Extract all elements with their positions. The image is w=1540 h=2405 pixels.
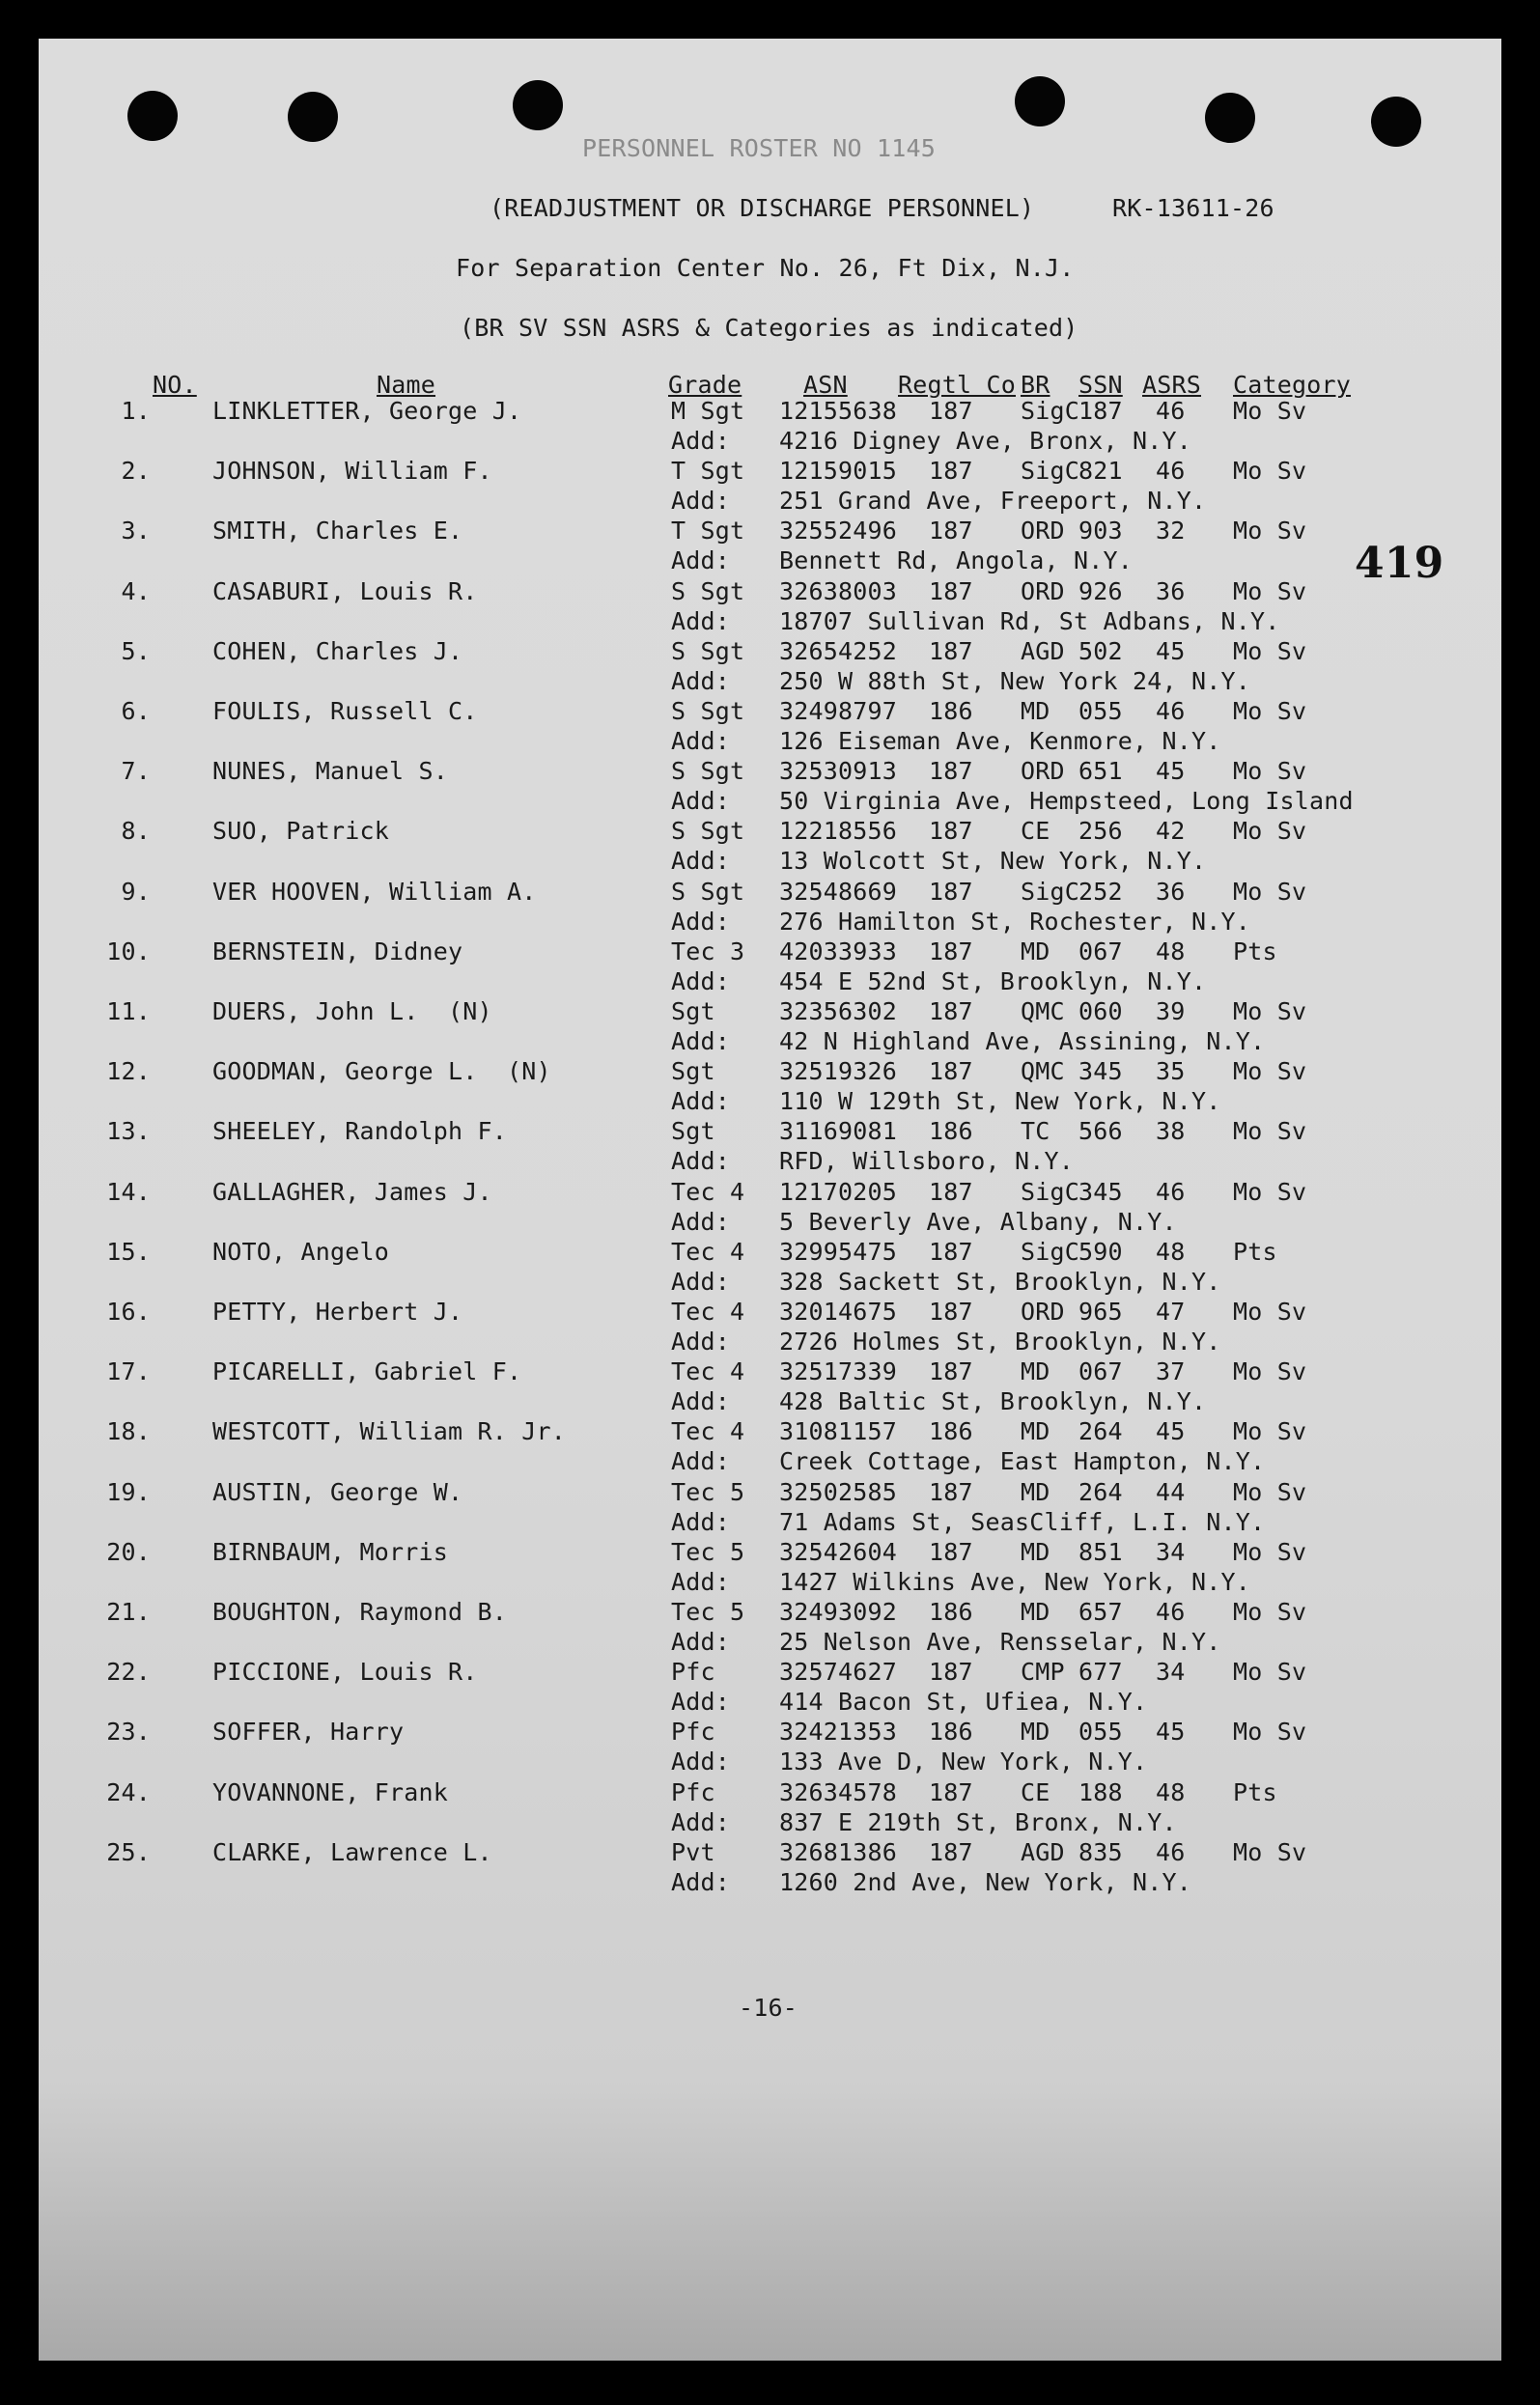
entry-regtl-co: 186	[929, 1417, 973, 1445]
entry-regtl-co: 187	[929, 1238, 973, 1266]
entry-grade: S Sgt	[671, 757, 745, 785]
entry-ssn: 264	[1078, 1417, 1123, 1445]
entry-category: Mo Sv	[1233, 517, 1307, 545]
entry-name: AUSTIN, George W.	[212, 1478, 463, 1506]
entry-grade: Tec 4	[671, 1298, 745, 1326]
entry-number: 21.	[106, 1598, 151, 1626]
entry-asrs: 45	[1156, 1718, 1186, 1746]
entry-grade: Pvt	[671, 1838, 715, 1866]
entry-name: PETTY, Herbert J.	[212, 1298, 463, 1326]
entry-number: 19.	[106, 1478, 151, 1506]
entry-asn: 12159015	[779, 457, 898, 485]
entry-number: 4.	[121, 577, 151, 605]
entry-grade: S Sgt	[671, 577, 745, 605]
entry-asn: 32530913	[779, 757, 898, 785]
entry-name: LINKLETTER, George J.	[212, 397, 522, 425]
entry-address: 276 Hamilton St, Rochester, N.Y.	[779, 908, 1251, 936]
entry-asrs: 34	[1156, 1538, 1186, 1566]
entry-grade: Pfc	[671, 1778, 715, 1806]
entry-address: 328 Sackett St, Brooklyn, N.Y.	[779, 1268, 1221, 1296]
entry-ssn: 926	[1078, 577, 1123, 605]
entry-asn: 31169081	[779, 1117, 898, 1145]
entry-add-label: Add:	[671, 1688, 731, 1716]
entry-number: 1.	[121, 397, 151, 425]
entry-asn: 32493092	[779, 1598, 898, 1626]
entry-ssn: 256	[1078, 817, 1123, 845]
entry-branch: SigC	[1021, 1178, 1080, 1206]
punch-hole	[1371, 97, 1421, 147]
punch-hole	[127, 91, 178, 141]
roster-sheet	[39, 39, 1501, 2361]
entry-category: Mo Sv	[1233, 1598, 1307, 1626]
entry-ssn: 590	[1078, 1238, 1123, 1266]
entry-regtl-co: 187	[929, 1178, 973, 1206]
entry-asn: 42033933	[779, 937, 898, 965]
entry-branch: MD	[1021, 1478, 1050, 1506]
entry-regtl-co: 187	[929, 1357, 973, 1385]
entry-ssn: 903	[1078, 517, 1123, 545]
roster-code: RK-13611-26	[1112, 194, 1274, 222]
entry-asrs: 39	[1156, 997, 1186, 1025]
header-grade: Grade	[668, 371, 742, 399]
entry-add-label: Add:	[671, 908, 731, 936]
entry-asrs: 36	[1156, 878, 1186, 906]
header-no: NO.	[153, 371, 197, 399]
entry-name: VER HOOVEN, William A.	[212, 878, 537, 906]
entry-asn: 32498797	[779, 697, 898, 725]
entry-branch: QMC	[1021, 1057, 1065, 1085]
header-asn: ASN	[803, 371, 848, 399]
entry-asn: 32638003	[779, 577, 898, 605]
entry-branch: TC	[1021, 1117, 1050, 1145]
entry-number: 9.	[121, 878, 151, 906]
entry-asrs: 42	[1156, 817, 1186, 845]
entry-asn: 32519326	[779, 1057, 898, 1085]
entry-asn: 32502585	[779, 1478, 898, 1506]
entry-category: Mo Sv	[1233, 637, 1307, 665]
entry-ssn: 067	[1078, 937, 1123, 965]
separation-center-line: For Separation Center No. 26, Ft Dix, N.J.	[456, 254, 1075, 282]
entry-name: YOVANNONE, Frank	[212, 1778, 449, 1806]
entry-asn: 32552496	[779, 517, 898, 545]
entry-category: Mo Sv	[1233, 1178, 1307, 1206]
entry-address: 110 W 129th St, New York, N.Y.	[779, 1087, 1221, 1115]
entry-add-label: Add:	[671, 967, 731, 995]
entry-asrs: 38	[1156, 1117, 1186, 1145]
entry-address: 837 E 219th St, Bronx, N.Y.	[779, 1808, 1177, 1836]
entry-asn: 32517339	[779, 1357, 898, 1385]
entry-regtl-co: 187	[929, 1838, 973, 1866]
entry-branch: CE	[1021, 1778, 1050, 1806]
entry-asrs: 48	[1156, 1778, 1186, 1806]
entry-name: DUERS, John L. (N)	[212, 997, 492, 1025]
entry-asrs: 44	[1156, 1478, 1186, 1506]
entry-add-label: Add:	[671, 1087, 731, 1115]
entry-regtl-co: 187	[929, 757, 973, 785]
entry-regtl-co: 187	[929, 878, 973, 906]
entry-branch: CMP	[1021, 1658, 1065, 1686]
entry-name: CASABURI, Louis R.	[212, 577, 478, 605]
entry-address: 133 Ave D, New York, N.Y.	[779, 1748, 1148, 1776]
entry-ssn: 055	[1078, 1718, 1123, 1746]
entry-grade: Pfc	[671, 1718, 715, 1746]
entry-asrs: 48	[1156, 1238, 1186, 1266]
entry-asn: 32654252	[779, 637, 898, 665]
entry-category: Mo Sv	[1233, 1838, 1307, 1866]
entry-branch: ORD	[1021, 757, 1065, 785]
entry-asrs: 46	[1156, 1838, 1186, 1866]
punch-hole	[513, 80, 563, 130]
entry-grade: S Sgt	[671, 637, 745, 665]
entry-asn: 12155638	[779, 397, 898, 425]
entry-name: COHEN, Charles J.	[212, 637, 463, 665]
entry-ssn: 345	[1078, 1178, 1123, 1206]
entry-number: 2.	[121, 457, 151, 485]
entry-number: 11.	[106, 997, 151, 1025]
entry-name: SOFFER, Harry	[212, 1718, 405, 1746]
entry-ssn: 345	[1078, 1057, 1123, 1085]
entry-add-label: Add:	[671, 1808, 731, 1836]
entry-name: WESTCOTT, William R. Jr.	[212, 1417, 567, 1445]
header-ssn: SSN	[1078, 371, 1123, 399]
stamp-number: 419	[1355, 539, 1444, 588]
entry-category: Pts	[1233, 1778, 1277, 1806]
entry-name: BERNSTEIN, Didney	[212, 937, 463, 965]
entry-branch: MD	[1021, 697, 1050, 725]
entry-regtl-co: 187	[929, 397, 973, 425]
entry-asn: 32574627	[779, 1658, 898, 1686]
entry-regtl-co: 187	[929, 997, 973, 1025]
entry-category: Mo Sv	[1233, 577, 1307, 605]
entry-asn: 32681386	[779, 1838, 898, 1866]
entry-branch: QMC	[1021, 997, 1065, 1025]
entry-category: Mo Sv	[1233, 1658, 1307, 1686]
entry-asn: 32356302	[779, 997, 898, 1025]
entry-grade: Sgt	[671, 1117, 715, 1145]
entry-asrs: 36	[1156, 577, 1186, 605]
entry-add-label: Add:	[671, 847, 731, 875]
entry-regtl-co: 187	[929, 577, 973, 605]
entry-address: 428 Baltic St, Brooklyn, N.Y.	[779, 1387, 1207, 1415]
entry-branch: AGD	[1021, 637, 1065, 665]
entry-asn: 12218556	[779, 817, 898, 845]
entry-category: Mo Sv	[1233, 1417, 1307, 1445]
entry-number: 18.	[106, 1417, 151, 1445]
entry-category: Mo Sv	[1233, 697, 1307, 725]
entry-category: Mo Sv	[1233, 1718, 1307, 1746]
entry-number: 17.	[106, 1357, 151, 1385]
entry-address: 71 Adams St, SeasCliff, L.I. N.Y.	[779, 1508, 1266, 1536]
entry-ssn: 188	[1078, 1778, 1123, 1806]
entry-category: Mo Sv	[1233, 817, 1307, 845]
header-name: Name	[377, 371, 436, 399]
entry-grade: S Sgt	[671, 817, 745, 845]
entry-name: PICCIONE, Louis R.	[212, 1658, 478, 1686]
entry-number: 14.	[106, 1178, 151, 1206]
entry-address: 18707 Sullivan Rd, St Adbans, N.Y.	[779, 607, 1280, 635]
entry-grade: S Sgt	[671, 697, 745, 725]
entry-ssn: 657	[1078, 1598, 1123, 1626]
entry-name: SUO, Patrick	[212, 817, 390, 845]
entry-branch: SigC	[1021, 1238, 1080, 1266]
entry-add-label: Add:	[671, 1628, 731, 1656]
entry-address: 13 Wolcott St, New York, N.Y.	[779, 847, 1207, 875]
entry-name: FOULIS, Russell C.	[212, 697, 478, 725]
entry-asn: 32542604	[779, 1538, 898, 1566]
entry-name: BOUGHTON, Raymond B.	[212, 1598, 508, 1626]
entry-regtl-co: 187	[929, 1057, 973, 1085]
entry-number: 16.	[106, 1298, 151, 1326]
entry-ssn: 821	[1078, 457, 1123, 485]
punch-hole	[1015, 76, 1065, 126]
entry-regtl-co: 187	[929, 1658, 973, 1686]
entry-ssn: 965	[1078, 1298, 1123, 1326]
entry-regtl-co: 186	[929, 697, 973, 725]
entry-ssn: 677	[1078, 1658, 1123, 1686]
entry-number: 7.	[121, 757, 151, 785]
entry-address: RFD, Willsboro, N.Y.	[779, 1147, 1075, 1175]
entry-category: Mo Sv	[1233, 457, 1307, 485]
entry-grade: Tec 5	[671, 1538, 745, 1566]
entry-regtl-co: 186	[929, 1598, 973, 1626]
entry-add-label: Add:	[671, 546, 731, 574]
punch-hole	[288, 92, 338, 142]
entry-grade: Tec 4	[671, 1178, 745, 1206]
entry-ssn: 566	[1078, 1117, 1123, 1145]
entry-number: 5.	[121, 637, 151, 665]
entry-branch: ORD	[1021, 1298, 1065, 1326]
entry-grade: Tec 4	[671, 1238, 745, 1266]
roster-title: PERSONNEL ROSTER NO 1145	[582, 134, 937, 162]
entry-address: 4216 Digney Ave, Bronx, N.Y.	[779, 427, 1192, 455]
entry-asrs: 48	[1156, 937, 1186, 965]
entry-branch: MD	[1021, 1357, 1050, 1385]
entry-asrs: 35	[1156, 1057, 1186, 1085]
entry-ssn: 067	[1078, 1357, 1123, 1385]
entry-branch: MD	[1021, 937, 1050, 965]
punch-hole	[1205, 93, 1255, 143]
entry-branch: AGD	[1021, 1838, 1065, 1866]
entry-address: 50 Virginia Ave, Hempsteed, Long Island	[779, 787, 1354, 815]
entry-grade: Tec 4	[671, 1417, 745, 1445]
entry-add-label: Add:	[671, 1868, 731, 1896]
entry-asrs: 45	[1156, 757, 1186, 785]
entry-branch: MD	[1021, 1417, 1050, 1445]
entry-regtl-co: 187	[929, 1298, 973, 1326]
entry-add-label: Add:	[671, 1748, 731, 1776]
entry-add-label: Add:	[671, 1447, 731, 1475]
entry-add-label: Add:	[671, 1268, 731, 1296]
entry-asrs: 37	[1156, 1357, 1186, 1385]
entry-grade: Sgt	[671, 997, 715, 1025]
entry-address: 251 Grand Ave, Freeport, N.Y.	[779, 487, 1207, 515]
entry-ssn: 055	[1078, 697, 1123, 725]
entry-category: Mo Sv	[1233, 1357, 1307, 1385]
entry-name: GOODMAN, George L. (N)	[212, 1057, 551, 1085]
entry-asrs: 45	[1156, 1417, 1186, 1445]
entry-branch: ORD	[1021, 577, 1065, 605]
entry-category: Mo Sv	[1233, 878, 1307, 906]
entry-grade: M Sgt	[671, 397, 745, 425]
entry-branch: MD	[1021, 1718, 1050, 1746]
entry-branch: MD	[1021, 1598, 1050, 1626]
entry-add-label: Add:	[671, 1208, 731, 1236]
entry-address: 250 W 88th St, New York 24, N.Y.	[779, 667, 1251, 695]
entry-asrs: 32	[1156, 517, 1186, 545]
entry-add-label: Add:	[671, 1387, 731, 1415]
roster-subtitle: (READJUSTMENT OR DISCHARGE PERSONNEL)	[490, 194, 1035, 222]
header-asrs: ASRS	[1142, 371, 1202, 399]
entry-name: SHEELEY, Randolph F.	[212, 1117, 508, 1145]
entry-category: Mo Sv	[1233, 1298, 1307, 1326]
entry-number: 12.	[106, 1057, 151, 1085]
entry-asn: 32634578	[779, 1778, 898, 1806]
entry-number: 13.	[106, 1117, 151, 1145]
entry-category: Pts	[1233, 1238, 1277, 1266]
entry-number: 3.	[121, 517, 151, 545]
entry-ssn: 187	[1078, 397, 1123, 425]
header-br: BR	[1021, 371, 1050, 399]
entry-asn: 31081157	[779, 1417, 898, 1445]
entry-asn: 32548669	[779, 878, 898, 906]
entry-asrs: 46	[1156, 397, 1186, 425]
entry-address: 25 Nelson Ave, Rensselar, N.Y.	[779, 1628, 1221, 1656]
entry-asn: 32421353	[779, 1718, 898, 1746]
entry-number: 8.	[121, 817, 151, 845]
entry-ssn: 252	[1078, 878, 1123, 906]
entry-regtl-co: 187	[929, 937, 973, 965]
entry-add-label: Add:	[671, 787, 731, 815]
entry-ssn: 835	[1078, 1838, 1123, 1866]
entry-grade: S Sgt	[671, 878, 745, 906]
entry-category: Mo Sv	[1233, 1117, 1307, 1145]
entry-number: 22.	[106, 1658, 151, 1686]
entry-ssn: 264	[1078, 1478, 1123, 1506]
entry-add-label: Add:	[671, 1027, 731, 1055]
entry-number: 15.	[106, 1238, 151, 1266]
entry-regtl-co: 186	[929, 1117, 973, 1145]
entry-ssn: 060	[1078, 997, 1123, 1025]
entry-name: NOTO, Angelo	[212, 1238, 390, 1266]
entry-grade: Pfc	[671, 1658, 715, 1686]
entry-category: Mo Sv	[1233, 757, 1307, 785]
entry-grade: T Sgt	[671, 517, 745, 545]
entry-add-label: Add:	[671, 1147, 731, 1175]
entry-asn: 12170205	[779, 1178, 898, 1206]
entry-add-label: Add:	[671, 667, 731, 695]
entry-name: JOHNSON, William F.	[212, 457, 492, 485]
entry-address: 2726 Holmes St, Brooklyn, N.Y.	[779, 1328, 1221, 1356]
entry-regtl-co: 187	[929, 1478, 973, 1506]
entry-asrs: 45	[1156, 637, 1186, 665]
entry-branch: MD	[1021, 1538, 1050, 1566]
entry-category: Mo Sv	[1233, 397, 1307, 425]
entry-grade: Tec 5	[671, 1598, 745, 1626]
entry-branch: SigC	[1021, 457, 1080, 485]
entry-add-label: Add:	[671, 607, 731, 635]
entry-regtl-co: 187	[929, 457, 973, 485]
entry-name: PICARELLI, Gabriel F.	[212, 1357, 522, 1385]
entry-branch: ORD	[1021, 517, 1065, 545]
entry-address: Creek Cottage, East Hampton, N.Y.	[779, 1447, 1266, 1475]
entry-name: CLARKE, Lawrence L.	[212, 1838, 492, 1866]
entry-grade: Tec 3	[671, 937, 745, 965]
page-number: -16-	[739, 1994, 798, 2022]
entry-number: 20.	[106, 1538, 151, 1566]
entry-add-label: Add:	[671, 727, 731, 755]
entry-address: 414 Bacon St, Ufiea, N.Y.	[779, 1688, 1148, 1716]
entry-asn: 32014675	[779, 1298, 898, 1326]
entry-grade: T Sgt	[671, 457, 745, 485]
entry-add-label: Add:	[671, 1508, 731, 1536]
entry-address: 1427 Wilkins Ave, New York, N.Y.	[779, 1568, 1251, 1596]
entry-asrs: 47	[1156, 1298, 1186, 1326]
categories-line: (BR SV SSN ASRS & Categories as indicated)	[460, 314, 1078, 342]
entry-address: Bennett Rd, Angola, N.Y.	[779, 546, 1134, 574]
entry-asrs: 34	[1156, 1658, 1186, 1686]
entry-address: 454 E 52nd St, Brooklyn, N.Y.	[779, 967, 1207, 995]
entry-regtl-co: 187	[929, 517, 973, 545]
header-category: Category	[1233, 371, 1352, 399]
entry-number: 24.	[106, 1778, 151, 1806]
entry-regtl-co: 187	[929, 637, 973, 665]
entry-branch: SigC	[1021, 397, 1080, 425]
entry-name: BIRNBAUM, Morris	[212, 1538, 449, 1566]
entry-add-label: Add:	[671, 487, 731, 515]
entry-address: 42 N Highland Ave, Assining, N.Y.	[779, 1027, 1266, 1055]
entry-ssn: 502	[1078, 637, 1123, 665]
entry-regtl-co: 186	[929, 1718, 973, 1746]
entry-add-label: Add:	[671, 1328, 731, 1356]
entry-asrs: 46	[1156, 1178, 1186, 1206]
entry-asrs: 46	[1156, 697, 1186, 725]
entry-regtl-co: 187	[929, 1778, 973, 1806]
header-regtl-co: Regtl Co	[898, 371, 1017, 399]
entry-branch: SigC	[1021, 878, 1080, 906]
entry-name: SMITH, Charles E.	[212, 517, 463, 545]
entry-category: Mo Sv	[1233, 1478, 1307, 1506]
entry-regtl-co: 187	[929, 1538, 973, 1566]
entry-ssn: 651	[1078, 757, 1123, 785]
entry-add-label: Add:	[671, 427, 731, 455]
entry-asrs: 46	[1156, 457, 1186, 485]
entry-category: Mo Sv	[1233, 1057, 1307, 1085]
entry-grade: Tec 4	[671, 1357, 745, 1385]
entry-ssn: 851	[1078, 1538, 1123, 1566]
entry-name: GALLAGHER, James J.	[212, 1178, 492, 1206]
entry-number: 25.	[106, 1838, 151, 1866]
entry-number: 23.	[106, 1718, 151, 1746]
entry-branch: CE	[1021, 817, 1050, 845]
entry-name: NUNES, Manuel S.	[212, 757, 449, 785]
entry-address: 5 Beverly Ave, Albany, N.Y.	[779, 1208, 1177, 1236]
entry-regtl-co: 187	[929, 817, 973, 845]
entry-grade: Tec 5	[671, 1478, 745, 1506]
entry-address: 1260 2nd Ave, New York, N.Y.	[779, 1868, 1192, 1896]
entry-category: Pts	[1233, 937, 1277, 965]
entry-category: Mo Sv	[1233, 1538, 1307, 1566]
entry-add-label: Add:	[671, 1568, 731, 1596]
entry-asn: 32995475	[779, 1238, 898, 1266]
entry-category: Mo Sv	[1233, 997, 1307, 1025]
entry-asrs: 46	[1156, 1598, 1186, 1626]
entry-number: 6.	[121, 697, 151, 725]
entry-number: 10.	[106, 937, 151, 965]
entry-address: 126 Eiseman Ave, Kenmore, N.Y.	[779, 727, 1221, 755]
entry-grade: Sgt	[671, 1057, 715, 1085]
